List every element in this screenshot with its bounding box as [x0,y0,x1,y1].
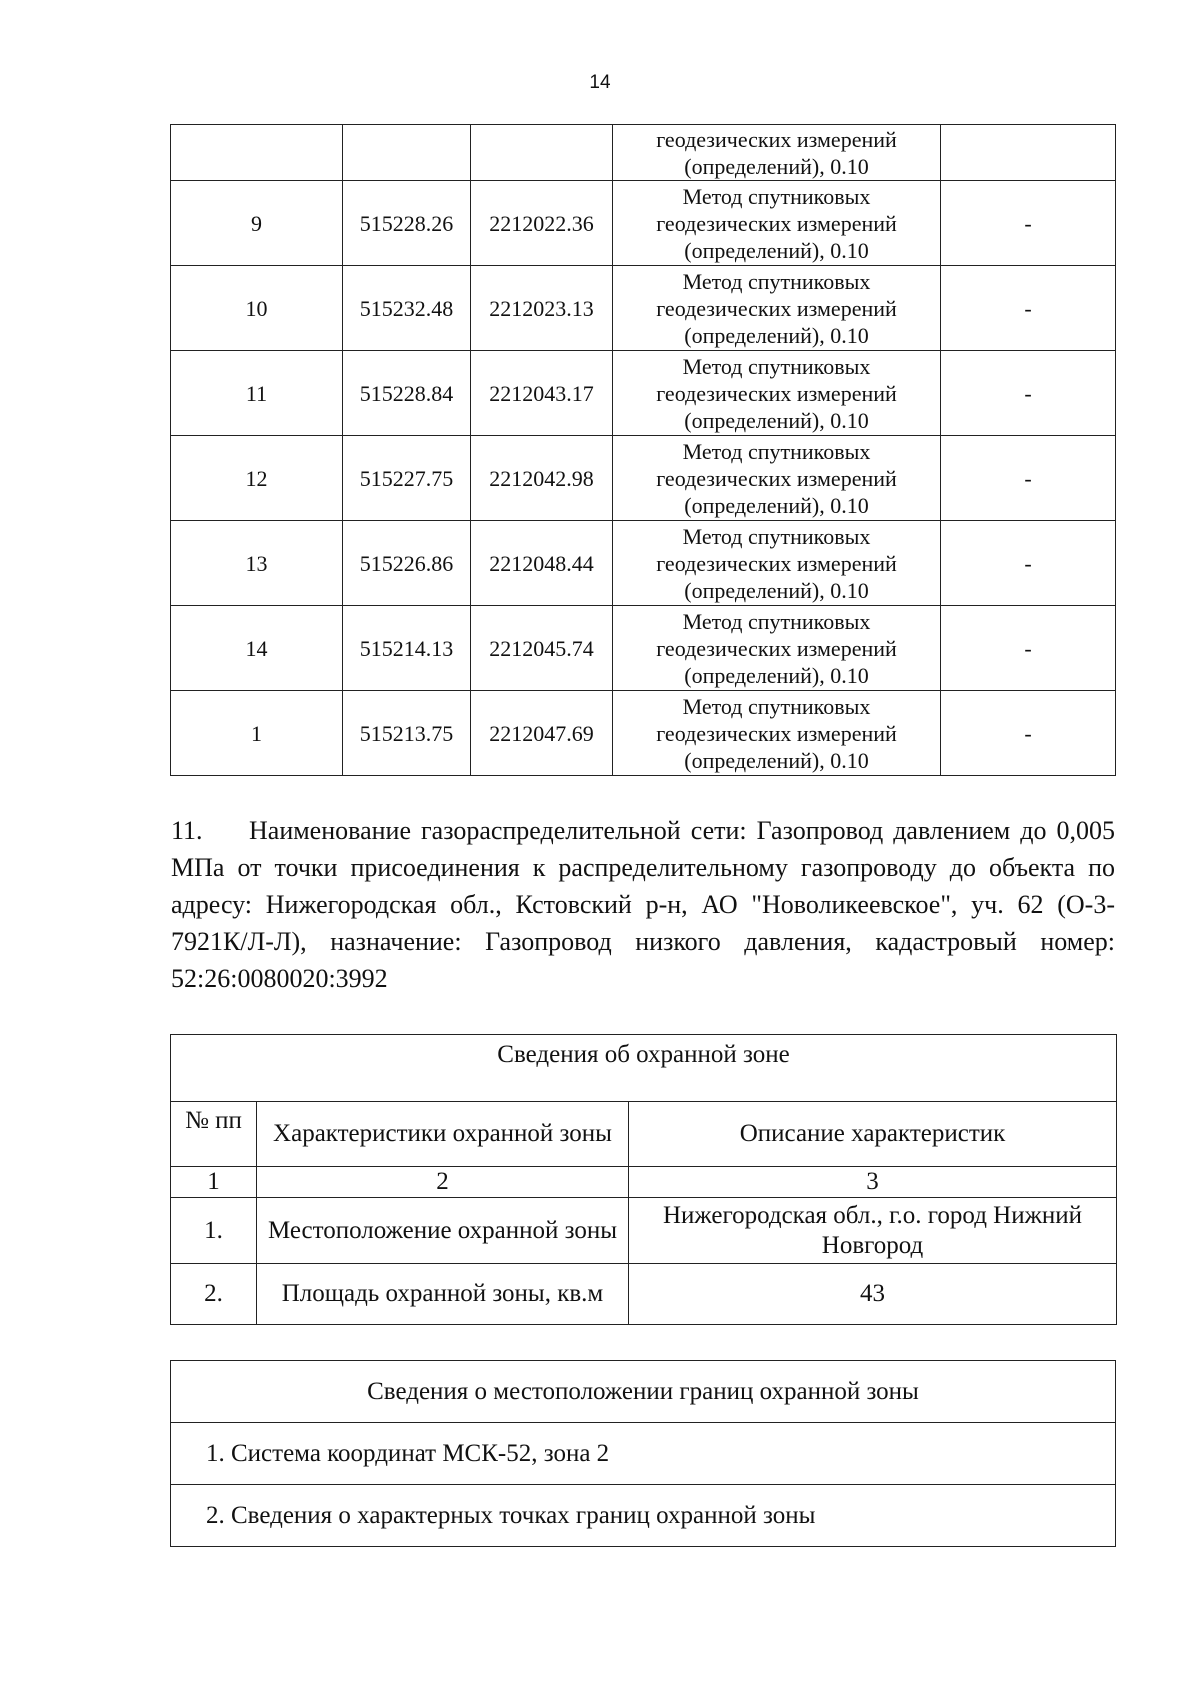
note-cell: - [941,351,1116,436]
y-coordinate: 2212048.44 [471,521,613,606]
note-cell: - [941,181,1116,266]
zone-table-title: Сведения об охранной зоне [171,1035,1117,1102]
table-row [171,1102,1117,1167]
y-coordinate: 2212042.98 [471,436,613,521]
point-number: 10 [171,266,343,351]
bounds-table-title: Сведения о местоположении границ охранной зоны [171,1361,1116,1423]
table-row [171,521,1116,606]
paragraph-number: 11. [171,816,203,845]
header-description: Описание характеристик [629,1102,1117,1167]
page-number: 14 [589,72,611,93]
y-coordinate: 2212023.13 [471,266,613,351]
method-cell: геодезических измерений (определений), 0.10 [613,125,941,181]
point-number: 9 [171,181,343,266]
table-row [171,1035,1117,1102]
table-row [171,1485,1116,1547]
note-cell: - [941,691,1116,776]
coordinate-system-item: 1. Система координат МСК-52, зона 2 [171,1423,1116,1485]
method-cell: Метод спутниковых геодезических измерений (определений), 0.10 [613,606,941,691]
note-cell: - [941,266,1116,351]
method-cell: Метод спутниковых геодезических измерений (определений), 0.10 [613,521,941,606]
method-cell: Метод спутниковых геодезических измерений (определений), 0.10 [613,181,941,266]
method-cell: Метод спутниковых геодезических измерений (определений), 0.10 [613,266,941,351]
x-coordinate: 515228.26 [343,181,471,266]
table-row [171,1423,1116,1485]
table-row: 1. Местоположение охранной зоны Нижегородская обл., г.о. город Нижний Новгород [171,1198,1117,1264]
point-number: 13 [171,521,343,606]
y-coordinate: 2212047.69 [471,691,613,776]
table-row [171,691,1116,776]
y-coordinate: 2212043.17 [471,351,613,436]
x-coordinate: 515228.84 [343,351,471,436]
table-row [171,606,1116,691]
table-row: 1 2 3 [171,1167,1117,1198]
table-row [171,351,1116,436]
paragraph-text: Наименование газораспределительной сети: Газопровод давлением до 0,005 МПа от точки присоединения к распределительному газопроводу до объекта по адресу: Нижегородская обл., Кстовский р-н, АО "Новоликеевское", уч. 62 (О-3-7921К/Л-Л), назначение: Газопровод низкого давления, кадастровый номер: 52:26:0080020:3992 [171,816,1115,993]
method-cell: Метод спутниковых геодезических измерений (определений), 0.10 [613,691,941,776]
header-characteristics: Характеристики охранной зоны [257,1102,629,1167]
header-number: № пп [171,1102,257,1167]
point-number: 14 [171,606,343,691]
point-number: 12 [171,436,343,521]
characteristic-points-item: 2. Сведения о характерных точках границ охранной зоны [171,1485,1116,1547]
x-coordinate: 515226.86 [343,521,471,606]
y-coordinate: 2212022.36 [471,181,613,266]
point-number: 11 [171,351,343,436]
table-row [171,181,1116,266]
x-coordinate: 515213.75 [343,691,471,776]
coordinates-table [170,124,1116,776]
table-row [171,125,1116,181]
x-coordinate: 515227.75 [343,436,471,521]
note-cell: - [941,521,1116,606]
y-coordinate: 2212045.74 [471,606,613,691]
protection-zone-table [170,1034,1117,1325]
table-row: 2. Площадь охранной зоны, кв.м 43 [171,1264,1117,1325]
method-cell: Метод спутниковых геодезических измерений (определений), 0.10 [613,351,941,436]
table-row [171,1361,1116,1423]
x-coordinate: 515214.13 [343,606,471,691]
x-coordinate: 515232.48 [343,266,471,351]
table-row [171,266,1116,351]
point-number: 1 [171,691,343,776]
note-cell: - [941,606,1116,691]
method-cell: Метод спутниковых геодезических измерений (определений), 0.10 [613,436,941,521]
gas-network-paragraph [171,812,1115,997]
zone-boundaries-table [170,1360,1116,1547]
note-cell: - [941,436,1116,521]
table-row [171,436,1116,521]
